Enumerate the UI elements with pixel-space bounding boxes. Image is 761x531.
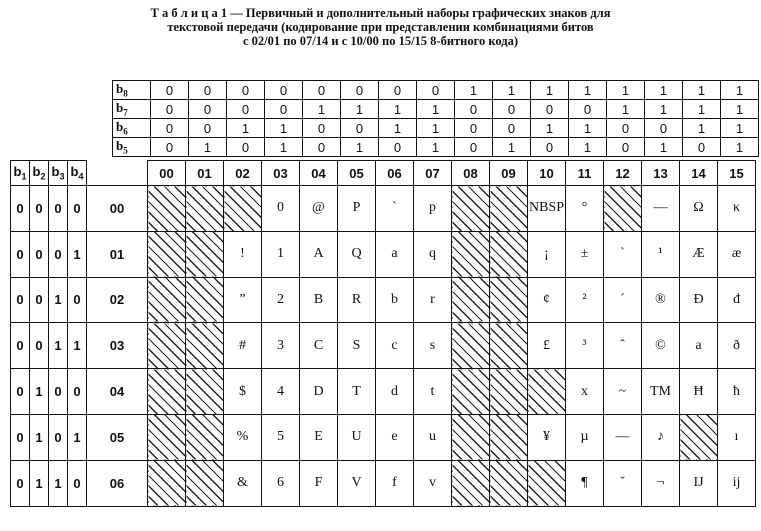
bit-value: 1	[683, 100, 721, 119]
high-bits-table	[112, 80, 759, 157]
row-bit-value: 0	[49, 369, 68, 415]
hatched-cell	[148, 277, 186, 323]
bit-value: 0	[151, 119, 189, 138]
character-cell: a	[376, 231, 414, 277]
bit-value: 0	[265, 81, 303, 100]
bit-value: 0	[151, 100, 189, 119]
row-bit-value: 0	[30, 323, 49, 369]
bit-value: 1	[645, 81, 683, 100]
hatched-cell	[452, 323, 490, 369]
bit-value: 0	[303, 138, 341, 157]
hatched-cell	[452, 231, 490, 277]
bit-value: 1	[417, 119, 455, 138]
bit-value: 0	[341, 119, 379, 138]
hatched-cell	[452, 369, 490, 415]
bit-value: 1	[721, 100, 759, 119]
bit-value: 0	[417, 81, 455, 100]
bit-value: 0	[151, 81, 189, 100]
character-cell: 5	[262, 414, 300, 460]
character-cell: ±	[566, 231, 604, 277]
bit-row	[113, 138, 759, 157]
character-cell: A	[300, 231, 338, 277]
character-cell: ˆ	[604, 323, 642, 369]
hatched-cell	[528, 369, 566, 415]
bit-value: 1	[721, 138, 759, 157]
character-cell: —	[642, 186, 680, 232]
character-cell: D	[300, 369, 338, 415]
hatched-cell	[452, 186, 490, 232]
character-cell: F	[300, 460, 338, 506]
character-cell: NBSP	[528, 186, 566, 232]
character-cell: R	[338, 277, 376, 323]
column-header: 08	[452, 161, 490, 186]
column-header: 05	[338, 161, 376, 186]
column-header-row	[11, 161, 756, 186]
character-cell: T	[338, 369, 376, 415]
bit-value: 0	[455, 119, 493, 138]
row-bit-value: 1	[49, 460, 68, 506]
bit-value: 1	[341, 138, 379, 157]
character-cell: IJ	[680, 460, 718, 506]
character-cell: r	[414, 277, 452, 323]
character-cell: Đ	[680, 277, 718, 323]
row-code: 04	[87, 369, 148, 415]
bit-value: 1	[379, 119, 417, 138]
column-header: 13	[642, 161, 680, 186]
row-bit-value: 1	[49, 323, 68, 369]
character-cell: 4	[262, 369, 300, 415]
row-bit-value: 0	[11, 460, 30, 506]
character-cell: 1	[262, 231, 300, 277]
row-code: 03	[87, 323, 148, 369]
bit-value: 1	[417, 100, 455, 119]
hatched-cell	[186, 460, 224, 506]
character-cell: ¢	[528, 277, 566, 323]
row-bit-value: 0	[11, 414, 30, 460]
character-cell: ¥	[528, 414, 566, 460]
blank-header	[87, 161, 148, 186]
hatched-cell	[680, 414, 718, 460]
hatched-cell	[186, 369, 224, 415]
character-cell: %	[224, 414, 262, 460]
row-bit-value: 0	[49, 414, 68, 460]
hatched-cell	[452, 277, 490, 323]
bit-row	[113, 81, 759, 100]
character-cell: $	[224, 369, 262, 415]
bit-value: 0	[607, 138, 645, 157]
hatched-cell	[148, 186, 186, 232]
row-code: 01	[87, 231, 148, 277]
bit-value: 0	[455, 100, 493, 119]
hatched-cell	[148, 323, 186, 369]
bit-value: 1	[569, 138, 607, 157]
column-header: 12	[604, 161, 642, 186]
character-cell: ”	[224, 277, 262, 323]
bit-value: 1	[341, 100, 379, 119]
character-cell: 3	[262, 323, 300, 369]
bit-value: 1	[683, 119, 721, 138]
row-bit-value: 0	[11, 323, 30, 369]
hatched-cell	[186, 277, 224, 323]
character-cell: v	[414, 460, 452, 506]
row-bit-value: 0	[68, 277, 87, 323]
hatched-cell	[148, 369, 186, 415]
character-cell: d	[376, 369, 414, 415]
column-header: 02	[224, 161, 262, 186]
bit-value: 0	[493, 100, 531, 119]
column-header: 07	[414, 161, 452, 186]
column-header: 15	[718, 161, 756, 186]
bit-label: $b_6$	[113, 119, 151, 138]
row-bit-value: 0	[68, 460, 87, 506]
character-cell: ²	[566, 277, 604, 323]
character-cell: ij	[718, 460, 756, 506]
bit-value: 1	[607, 100, 645, 119]
hatched-cell	[528, 460, 566, 506]
row-bit-value: 1	[68, 323, 87, 369]
table-row	[11, 414, 756, 460]
character-cell: ´	[604, 277, 642, 323]
bit-row	[113, 100, 759, 119]
bit-label: $b_5$	[113, 138, 151, 157]
character-cell: a	[680, 323, 718, 369]
bit-value: 1	[721, 119, 759, 138]
bit-value: 1	[227, 119, 265, 138]
character-cell: µ	[566, 414, 604, 460]
bit-value: 1	[417, 138, 455, 157]
bit-value: 0	[379, 81, 417, 100]
hatched-cell	[490, 186, 528, 232]
character-cell: ~	[604, 369, 642, 415]
hatched-cell	[452, 460, 490, 506]
bit-value: 0	[227, 138, 265, 157]
bit-value: 1	[569, 81, 607, 100]
character-cell: q	[414, 231, 452, 277]
row-bit-value: 0	[49, 231, 68, 277]
caption-line-3: с 02/01 по 07/14 и с 10/00 по 15/15 8-битного кода)	[242, 34, 519, 48]
table-row	[11, 460, 756, 506]
hatched-cell	[186, 323, 224, 369]
character-cell: Q	[338, 231, 376, 277]
bit-value: 1	[607, 81, 645, 100]
table-row	[11, 186, 756, 232]
bit-value: 1	[531, 81, 569, 100]
bit-value: 0	[455, 138, 493, 157]
character-cell: e	[376, 414, 414, 460]
column-header: 10	[528, 161, 566, 186]
bit-value: 0	[227, 81, 265, 100]
bit-value: 0	[493, 119, 531, 138]
bit-value: 1	[493, 138, 531, 157]
bit-value: 0	[189, 100, 227, 119]
character-cell: u	[414, 414, 452, 460]
bit-value: 0	[683, 138, 721, 157]
low-bit-label: $b_1$	[11, 161, 30, 186]
bit-value: 0	[151, 138, 189, 157]
row-bit-value: 0	[68, 186, 87, 232]
table-caption	[0, 6, 761, 48]
column-header: 04	[300, 161, 338, 186]
bit-value: 0	[645, 119, 683, 138]
character-cell: TM	[642, 369, 680, 415]
hatched-cell	[452, 414, 490, 460]
character-cell: s	[414, 323, 452, 369]
character-cell: p	[414, 186, 452, 232]
character-cell: ¬	[642, 460, 680, 506]
character-cell: Ħ	[680, 369, 718, 415]
row-bit-value: 1	[30, 414, 49, 460]
bit-value: 1	[645, 138, 683, 157]
caption-line-1: Т а б л и ц а 1 — Первичный и дополнительный наборы графических знаков для	[150, 6, 611, 20]
character-cell: P	[338, 186, 376, 232]
character-cell: —	[604, 414, 642, 460]
hatched-cell	[186, 231, 224, 277]
hatched-cell	[490, 414, 528, 460]
bit-value: 0	[341, 81, 379, 100]
character-cell: 0	[262, 186, 300, 232]
bit-value: 1	[683, 81, 721, 100]
character-cell: S	[338, 323, 376, 369]
character-cell: E	[300, 414, 338, 460]
row-bit-value: 0	[30, 231, 49, 277]
character-cell: `	[604, 231, 642, 277]
low-bit-label: $b_4$	[68, 161, 87, 186]
character-cell: B	[300, 277, 338, 323]
row-bit-value: 0	[11, 369, 30, 415]
hatched-cell	[490, 277, 528, 323]
bit-value: 1	[303, 100, 341, 119]
bit-label: $b_7$	[113, 100, 151, 119]
character-cell: ¶	[566, 460, 604, 506]
row-bit-value: 1	[68, 231, 87, 277]
row-code: 00	[87, 186, 148, 232]
bit-value: 1	[265, 138, 303, 157]
bit-value: 1	[455, 81, 493, 100]
row-bit-value: 1	[30, 460, 49, 506]
low-bit-label: $b_2$	[30, 161, 49, 186]
hatched-cell	[186, 186, 224, 232]
character-cell: 6	[262, 460, 300, 506]
character-cell: ³	[566, 323, 604, 369]
bit-value: 0	[189, 81, 227, 100]
character-cell: U	[338, 414, 376, 460]
bit-value: 0	[569, 100, 607, 119]
character-cell: t	[414, 369, 452, 415]
bit-value: 0	[265, 100, 303, 119]
bit-label: $b_8$	[113, 81, 151, 100]
bit-value: 0	[227, 100, 265, 119]
bit-value: 0	[531, 100, 569, 119]
row-bit-value: 0	[11, 231, 30, 277]
hatched-cell	[490, 460, 528, 506]
row-bit-value: 0	[30, 186, 49, 232]
bit-value: 0	[189, 119, 227, 138]
character-cell: #	[224, 323, 262, 369]
low-bit-label: $b_3$	[49, 161, 68, 186]
character-cell: ı	[718, 414, 756, 460]
bit-value: 0	[303, 81, 341, 100]
row-bit-value: 0	[30, 277, 49, 323]
bit-value: 0	[531, 138, 569, 157]
character-cell: ♪	[642, 414, 680, 460]
row-code: 05	[87, 414, 148, 460]
character-cell: &	[224, 460, 262, 506]
character-cell: Ω	[680, 186, 718, 232]
row-bit-value: 0	[68, 369, 87, 415]
character-cell: κ	[718, 186, 756, 232]
row-code: 06	[87, 460, 148, 506]
bit-value: 1	[569, 119, 607, 138]
column-header: 09	[490, 161, 528, 186]
hatched-cell	[186, 414, 224, 460]
row-bit-value: 1	[68, 414, 87, 460]
character-cell: Æ	[680, 231, 718, 277]
caption-line-2: текстовой передачи (кодирование при представлении комбинациями битов	[167, 20, 594, 34]
hatched-cell	[490, 369, 528, 415]
character-cell: đ	[718, 277, 756, 323]
row-bit-value: 1	[30, 369, 49, 415]
bit-value: 0	[607, 119, 645, 138]
character-cell: @	[300, 186, 338, 232]
row-bit-value: 0	[11, 186, 30, 232]
character-cell: ħ	[718, 369, 756, 415]
character-cell: æ	[718, 231, 756, 277]
character-cell: 2	[262, 277, 300, 323]
bit-value: 1	[189, 138, 227, 157]
character-cell: ð	[718, 323, 756, 369]
row-bit-value: 0	[11, 277, 30, 323]
bit-value: 1	[531, 119, 569, 138]
row-bit-value: 1	[49, 277, 68, 323]
hatched-cell	[490, 323, 528, 369]
hatched-cell	[604, 186, 642, 232]
character-cell: ¡	[528, 231, 566, 277]
row-code: 02	[87, 277, 148, 323]
bit-value: 1	[265, 119, 303, 138]
character-cell: ®	[642, 277, 680, 323]
character-cell: b	[376, 277, 414, 323]
column-header: 03	[262, 161, 300, 186]
hatched-cell	[490, 231, 528, 277]
table-row	[11, 369, 756, 415]
bit-row	[113, 119, 759, 138]
character-cell: c	[376, 323, 414, 369]
hatched-cell	[148, 414, 186, 460]
table-row	[11, 323, 756, 369]
column-header: 00	[148, 161, 186, 186]
hatched-cell	[148, 231, 186, 277]
character-cell: ©	[642, 323, 680, 369]
hatched-cell	[224, 186, 262, 232]
character-cell: !	[224, 231, 262, 277]
character-cell: £	[528, 323, 566, 369]
row-bit-value: 0	[49, 186, 68, 232]
table-row	[11, 231, 756, 277]
character-cell: °	[566, 186, 604, 232]
bit-value: 1	[379, 100, 417, 119]
column-header: 06	[376, 161, 414, 186]
column-header: 11	[566, 161, 604, 186]
character-cell: V	[338, 460, 376, 506]
character-cell: C	[300, 323, 338, 369]
bit-value: 1	[721, 81, 759, 100]
bit-value: 0	[379, 138, 417, 157]
bit-value: 1	[645, 100, 683, 119]
column-header: 14	[680, 161, 718, 186]
character-cell: f	[376, 460, 414, 506]
character-cell: x	[566, 369, 604, 415]
column-header: 01	[186, 161, 224, 186]
character-cell: `	[376, 186, 414, 232]
code-table	[10, 160, 756, 507]
bit-value: 1	[493, 81, 531, 100]
hatched-cell	[148, 460, 186, 506]
table-row	[11, 277, 756, 323]
character-cell: ˇ	[604, 460, 642, 506]
character-cell: ¹	[642, 231, 680, 277]
bit-value: 0	[303, 119, 341, 138]
